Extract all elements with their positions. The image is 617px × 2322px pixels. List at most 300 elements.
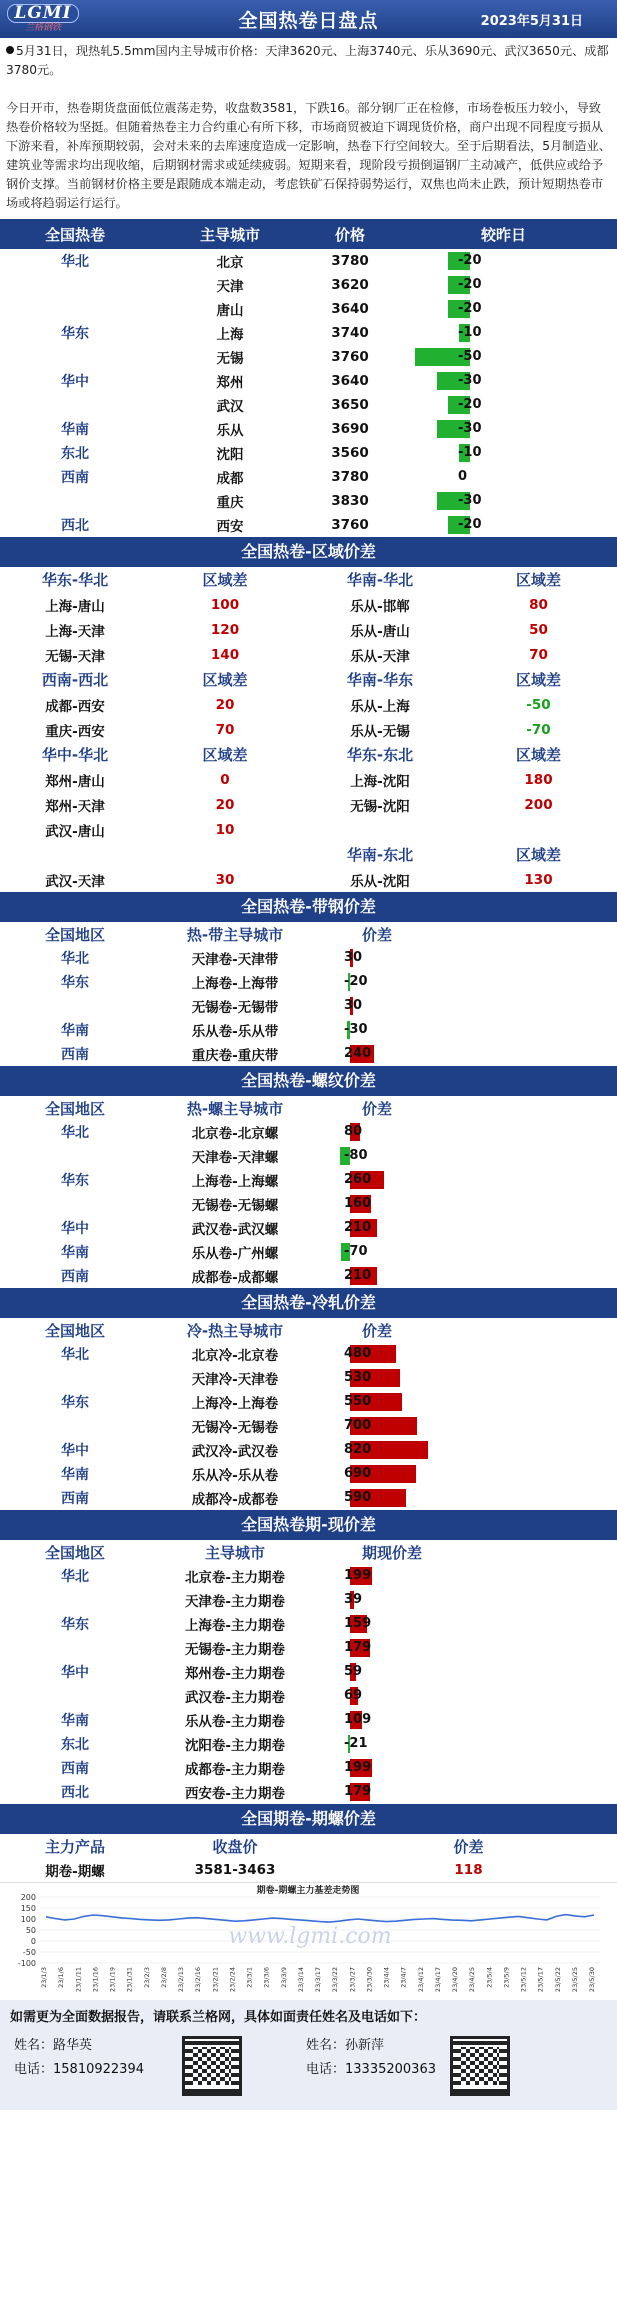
price-value: 3640 bbox=[331, 373, 369, 389]
col-pair: 主导城市 bbox=[204, 1543, 265, 1562]
y-tick-label: 100 bbox=[20, 1915, 36, 1924]
x-tick-label: 23/4/20 bbox=[451, 1967, 459, 1993]
region-label: 东北 bbox=[61, 1737, 89, 1753]
region-label: 华东 bbox=[61, 1173, 89, 1189]
logo-text: LGMI bbox=[7, 4, 78, 23]
region-label: 华南 bbox=[61, 1467, 89, 1483]
region-label: 华东 bbox=[61, 326, 89, 342]
region-label bbox=[0, 1192, 150, 1216]
pair-name: 无锡冷-无锡卷 bbox=[191, 1420, 279, 1436]
region-label bbox=[0, 297, 150, 321]
diff-value: -80 bbox=[344, 1148, 368, 1163]
left-diff: 0 bbox=[220, 771, 230, 788]
x-tick-label: 23/5/30 bbox=[588, 1967, 596, 1993]
diff-value: 159 bbox=[344, 1616, 372, 1631]
value-cell bbox=[320, 970, 617, 994]
diff-value: 179 bbox=[344, 1640, 372, 1655]
diff-value: 109 bbox=[344, 1712, 372, 1727]
value-cell bbox=[320, 1684, 617, 1708]
cold_diff-row bbox=[0, 1462, 617, 1486]
futures-rebar-header-row bbox=[0, 1834, 617, 1858]
right-pair: 乐从-唐山 bbox=[350, 623, 410, 640]
cold_diff-row bbox=[0, 1366, 617, 1390]
cold_diff-row bbox=[0, 1486, 617, 1510]
contact-name-2: 孙新萍 bbox=[345, 2038, 385, 2053]
price-row bbox=[0, 249, 617, 273]
price-row bbox=[0, 297, 617, 321]
y-tick-label: 0 bbox=[30, 1937, 36, 1946]
price-value: 3640 bbox=[331, 301, 369, 317]
region-label: 华南 bbox=[61, 1023, 89, 1039]
x-tick-label: 23/5/22 bbox=[553, 1967, 562, 1993]
price-value: 3690 bbox=[331, 421, 369, 437]
value-cell bbox=[320, 1342, 617, 1366]
strip-diff-title: 全国热卷-带钢价差 bbox=[0, 892, 617, 922]
change-value: -10 bbox=[458, 445, 482, 460]
change-value: -30 bbox=[458, 421, 482, 436]
right-pair-title: 华东-东北 bbox=[346, 746, 414, 764]
diff-value: 210 bbox=[344, 1220, 372, 1235]
x-tick-label: 23/3/17 bbox=[314, 1967, 322, 1993]
price-row bbox=[0, 441, 617, 465]
regional-diff-row bbox=[0, 792, 617, 817]
pair-name: 乐从卷-乐从带 bbox=[191, 1024, 279, 1040]
left-diff-col: 区域差 bbox=[202, 571, 248, 589]
qr-code-1 bbox=[182, 2036, 242, 2096]
diff-value: 210 bbox=[344, 1268, 372, 1283]
x-tick-label: 23/5/9 bbox=[502, 1967, 511, 1988]
diff-value: 30 bbox=[344, 950, 363, 965]
value-cell bbox=[320, 1366, 617, 1390]
right-diff-col: 区域差 bbox=[515, 846, 561, 864]
chart-watermark: www.lgmi.com bbox=[228, 1924, 392, 1949]
pair-name: 武汉卷-主力期卷 bbox=[184, 1690, 286, 1706]
region-label: 西南 bbox=[61, 1047, 89, 1063]
price-row bbox=[0, 345, 617, 369]
value-cell bbox=[320, 1588, 617, 1612]
x-tick-label: 23/3/9 bbox=[279, 1967, 288, 1988]
y-tick-label: 200 bbox=[20, 1893, 36, 1902]
x-tick-label: 23/4/4 bbox=[382, 1967, 391, 1988]
basis-chart-svg bbox=[0, 1883, 617, 2001]
futures_spot-row bbox=[0, 1564, 617, 1588]
change-cell bbox=[390, 369, 617, 393]
city-name: 无锡 bbox=[216, 351, 244, 367]
region-label bbox=[0, 1414, 150, 1438]
futures_spot-row bbox=[0, 1756, 617, 1780]
change-cell bbox=[390, 417, 617, 441]
product-name: 期卷-期螺 bbox=[45, 1864, 105, 1880]
pair-name: 北京卷-北京螺 bbox=[191, 1126, 279, 1142]
right-pair-title: 华南-华东 bbox=[346, 671, 414, 689]
x-tick-label: 23/1/3 bbox=[40, 1967, 48, 1988]
region-label: 华南 bbox=[61, 1245, 89, 1261]
left-pair: 武汉-唐山 bbox=[45, 823, 105, 840]
diff-value: -70 bbox=[344, 1244, 368, 1259]
x-tick-label: 23/2/16 bbox=[194, 1967, 203, 1993]
col-region: 全国地区 bbox=[44, 1099, 105, 1118]
value-cell bbox=[320, 1708, 617, 1732]
change-value: -20 bbox=[458, 301, 482, 316]
futures-rebar-table bbox=[0, 1834, 617, 1882]
rebar_diff-row bbox=[0, 1120, 617, 1144]
price-row bbox=[0, 489, 617, 513]
city-name: 郑州 bbox=[216, 375, 244, 391]
price-row bbox=[0, 465, 617, 489]
strip_diff-row bbox=[0, 994, 617, 1018]
x-tick-label: 23/3/30 bbox=[365, 1967, 374, 1993]
top-bar bbox=[0, 0, 617, 38]
col-value: 期现价差 bbox=[362, 1543, 423, 1562]
futures_spot-row bbox=[0, 1684, 617, 1708]
value-cell bbox=[320, 1756, 617, 1780]
pair-name: 无锡卷-无锡带 bbox=[191, 1000, 279, 1016]
strip_diff-row bbox=[0, 1042, 617, 1066]
cold_diff-row bbox=[0, 1390, 617, 1414]
diff-value: 530 bbox=[344, 1370, 372, 1385]
right-pair-title: 华南-东北 bbox=[346, 846, 414, 864]
rebar_diff-row bbox=[0, 1144, 617, 1168]
contact-1 bbox=[14, 2034, 144, 2082]
region-label bbox=[0, 1588, 150, 1612]
diff-value: 160 bbox=[344, 1196, 372, 1211]
left-pair: 郑州-天津 bbox=[45, 798, 105, 815]
right-diff: -50 bbox=[526, 696, 551, 713]
col-close: 收盘价 bbox=[212, 1837, 258, 1856]
value-cell bbox=[320, 1264, 617, 1288]
strip_diff-header-row bbox=[0, 922, 617, 946]
price-row bbox=[0, 393, 617, 417]
x-tick-label: 23/1/31 bbox=[125, 1967, 134, 1993]
col-value: 价差 bbox=[362, 1099, 393, 1118]
futures_spot-row bbox=[0, 1660, 617, 1684]
futures-spot-table bbox=[0, 1540, 617, 1804]
pair-name: 上海卷-上海带 bbox=[191, 976, 279, 992]
x-tick-label: 23/4/25 bbox=[468, 1967, 477, 1993]
city-name: 沈阳 bbox=[216, 447, 244, 463]
value-cell bbox=[320, 1486, 617, 1510]
right-pair: 乐从-邯郸 bbox=[350, 598, 410, 615]
city-name: 上海 bbox=[216, 327, 244, 343]
city-name: 西安 bbox=[216, 519, 244, 535]
diff-value: 480 bbox=[344, 1346, 372, 1361]
right-diff: 80 bbox=[529, 596, 548, 613]
region-label bbox=[0, 393, 150, 417]
x-tick-label: 23/1/6 bbox=[57, 1967, 66, 1988]
change-cell bbox=[390, 249, 617, 273]
contact-phone-1: 15810922394 bbox=[53, 2062, 144, 2077]
value-cell bbox=[320, 1612, 617, 1636]
right-pair: 乐从-沈阳 bbox=[350, 873, 410, 890]
change-value: -20 bbox=[458, 253, 482, 268]
regional-diff-row bbox=[0, 867, 617, 892]
col-pair: 热-螺主导城市 bbox=[186, 1099, 284, 1118]
pair-name: 乐从卷-主力期卷 bbox=[184, 1714, 286, 1730]
regional-diff-row bbox=[0, 642, 617, 667]
price-row bbox=[0, 417, 617, 441]
value-cell bbox=[320, 1390, 617, 1414]
value-cell bbox=[320, 1414, 617, 1438]
region-label: 西南 bbox=[61, 1269, 89, 1285]
regional-diff-row bbox=[0, 617, 617, 642]
x-tick-label: 23/1/16 bbox=[91, 1967, 100, 1993]
close-prices: 3581-3463 bbox=[194, 1862, 276, 1878]
diff-value: 700 bbox=[344, 1418, 372, 1433]
y-tick-label: -100 bbox=[17, 1959, 36, 1968]
value-cell bbox=[320, 1564, 617, 1588]
regional-diff-table bbox=[0, 567, 617, 892]
regional-diff-row bbox=[0, 592, 617, 617]
cold-diff-title: 全国热卷-冷轧价差 bbox=[0, 1288, 617, 1318]
pair-name: 天津冷-天津卷 bbox=[191, 1372, 279, 1388]
x-tick-label: 23/4/12 bbox=[416, 1967, 425, 1993]
pair-name: 天津卷-天津带 bbox=[191, 952, 279, 968]
contact-footer bbox=[0, 2000, 617, 2110]
col-pair: 冷-热主导城市 bbox=[186, 1321, 284, 1340]
change-cell bbox=[390, 441, 617, 465]
region-label: 华北 bbox=[61, 1569, 89, 1585]
page-title: 全国热卷日盘点 bbox=[238, 9, 379, 32]
diff-value: 820 bbox=[344, 1442, 372, 1457]
contact-phone-2: 13335200363 bbox=[345, 2062, 436, 2077]
right-diff: 180 bbox=[524, 771, 553, 788]
region-label bbox=[0, 994, 150, 1018]
x-tick-label: 23/5/4 bbox=[485, 1967, 494, 1988]
y-tick-label: 50 bbox=[25, 1926, 36, 1935]
left-pair: 上海-天津 bbox=[45, 623, 105, 640]
price-value: 3620 bbox=[331, 277, 369, 293]
value-cell bbox=[320, 1240, 617, 1264]
city-name: 天津 bbox=[216, 279, 244, 295]
chart-title: 期卷-期螺主力基差走势图 bbox=[256, 1886, 360, 1896]
regional-diff-row bbox=[0, 767, 617, 792]
diff-value: 179 bbox=[344, 1784, 372, 1799]
futures_spot-header-row bbox=[0, 1540, 617, 1564]
market-commentary bbox=[0, 38, 617, 219]
futures_spot-row bbox=[0, 1588, 617, 1612]
col-region: 全国地区 bbox=[44, 925, 105, 944]
diff-value: 550 bbox=[344, 1394, 372, 1409]
change-value: -20 bbox=[458, 397, 482, 412]
price-row bbox=[0, 513, 617, 537]
strip_diff-row bbox=[0, 1018, 617, 1042]
regional-diff-title: 全国热卷-区域价差 bbox=[0, 537, 617, 567]
value-cell bbox=[320, 1462, 617, 1486]
price-value: 3760 bbox=[331, 517, 369, 533]
rebar_diff-header-row bbox=[0, 1096, 617, 1120]
cold-diff-table bbox=[0, 1318, 617, 1510]
region-label bbox=[0, 1144, 150, 1168]
rebar_diff-row bbox=[0, 1192, 617, 1216]
city-name: 成都 bbox=[216, 471, 244, 487]
change-value: -30 bbox=[458, 493, 482, 508]
pair-name: 上海卷-主力期卷 bbox=[184, 1618, 286, 1634]
value-cell bbox=[320, 1168, 617, 1192]
pair-name: 乐从冷-乐从卷 bbox=[191, 1468, 279, 1484]
change-cell bbox=[390, 465, 617, 489]
value-cell bbox=[320, 1636, 617, 1660]
left-pair-title: 西南-西北 bbox=[41, 671, 109, 689]
region-label: 华南 bbox=[61, 1713, 89, 1729]
col-value: 价差 bbox=[362, 1321, 393, 1340]
futures_spot-row bbox=[0, 1780, 617, 1804]
strip-diff-table bbox=[0, 922, 617, 1066]
left-diff: 140 bbox=[210, 646, 240, 663]
summary-paragraph bbox=[6, 42, 611, 80]
contact-2 bbox=[306, 2034, 436, 2082]
basis-line bbox=[46, 1915, 594, 1923]
pair-name: 成都卷-成都螺 bbox=[191, 1270, 279, 1286]
diff-value: 80 bbox=[344, 1124, 363, 1139]
value-cell bbox=[320, 1732, 617, 1756]
x-tick-label: 23/3/27 bbox=[348, 1967, 357, 1993]
city-name: 北京 bbox=[216, 255, 244, 271]
diff-value: 199 bbox=[344, 1568, 372, 1583]
price-value: 3560 bbox=[331, 445, 369, 461]
price-table bbox=[0, 249, 617, 537]
right-pair: 上海-沈阳 bbox=[350, 773, 410, 790]
x-tick-label: 23/3/22 bbox=[331, 1967, 340, 1993]
city-name: 乐从 bbox=[216, 423, 244, 439]
region-label bbox=[0, 345, 150, 369]
pair-name: 武汉卷-武汉螺 bbox=[191, 1222, 279, 1238]
region-label: 华北 bbox=[61, 1125, 89, 1141]
right-pair bbox=[300, 817, 460, 842]
col-pair: 热-带主导城市 bbox=[186, 925, 284, 944]
col-region: 全国热卷 bbox=[44, 225, 105, 244]
region-label: 华中 bbox=[61, 1665, 89, 1681]
x-tick-label: 23/2/21 bbox=[211, 1967, 220, 1993]
name-label: 姓名： bbox=[14, 2038, 54, 2053]
left-pair-title: 华中-华北 bbox=[41, 746, 109, 764]
x-tick-label: 23/3/6 bbox=[262, 1967, 271, 1988]
price-value: 3650 bbox=[331, 397, 369, 413]
analysis-paragraph: 今日开市，热卷期货盘面低位震荡走势，收盘数3581，下跌16。部分钢厂正在检修，市场卷板压力较小，导致热卷价格较为坚挺。但随着热卷主力合约重心有所下移，市场商贸被迫下调现货价格，商户出现不同程度亏损从下游来看，补库预期较弱，会对未来的去库速度造成一定影响，热卷下行空间较大。至于后期看法，5月制造业、建筑业等需求均出现收缩，后期钢材需求或延续疲弱。短期来看，现阶段亏损倒逼钢厂主动减产，低供应或给予钢价支撑。当前钢材价格主要是跟随成本端走动，考虑铁矿石保持弱势运行，双焦也尚未止跌，预计短期热卷市场或将趋弱运行运行。 bbox=[6, 101, 611, 210]
diff-value: 59 bbox=[344, 1664, 363, 1679]
region-label bbox=[0, 1636, 150, 1660]
report-date: 2023年5月31日 bbox=[480, 13, 583, 29]
city-name: 唐山 bbox=[216, 303, 244, 319]
left-diff: 70 bbox=[215, 721, 235, 738]
futures_spot-row bbox=[0, 1636, 617, 1660]
region-label: 东北 bbox=[61, 446, 89, 462]
rebar_diff-row bbox=[0, 1240, 617, 1264]
diff-value: 240 bbox=[344, 1046, 372, 1061]
left-pair: 郑州-唐山 bbox=[45, 773, 105, 790]
price-table-header bbox=[0, 219, 617, 249]
col-price: 价格 bbox=[334, 225, 365, 244]
pair-name: 无锡卷-无锡螺 bbox=[191, 1198, 279, 1214]
diff-value: -30 bbox=[344, 1022, 368, 1037]
left-diff-col bbox=[150, 842, 300, 867]
price-value: 3760 bbox=[331, 349, 369, 365]
region-label: 华南 bbox=[61, 422, 89, 438]
pair-name: 西安卷-主力期卷 bbox=[184, 1786, 286, 1802]
left-diff-col: 区域差 bbox=[202, 746, 248, 764]
right-pair: 无锡-沈阳 bbox=[350, 798, 410, 815]
futures_spot-row bbox=[0, 1732, 617, 1756]
value-cell bbox=[320, 1216, 617, 1240]
change-cell bbox=[390, 489, 617, 513]
col-change: 较昨日 bbox=[480, 225, 526, 244]
right-diff: -70 bbox=[526, 721, 551, 738]
left-diff: 10 bbox=[215, 821, 235, 838]
pair-name: 重庆卷-重庆带 bbox=[191, 1048, 279, 1064]
x-tick-label: 23/2/8 bbox=[159, 1967, 168, 1988]
x-tick-label: 23/4/17 bbox=[433, 1967, 442, 1993]
cold_diff-row bbox=[0, 1438, 617, 1462]
futures_spot-row bbox=[0, 1612, 617, 1636]
change-cell bbox=[390, 393, 617, 417]
price-row bbox=[0, 273, 617, 297]
value-cell bbox=[320, 994, 617, 1018]
city-name: 重庆 bbox=[216, 495, 244, 511]
pair-name: 北京冷-北京卷 bbox=[191, 1348, 279, 1364]
value-cell bbox=[320, 1018, 617, 1042]
change-value: -10 bbox=[458, 325, 482, 340]
region-label: 华北 bbox=[61, 951, 89, 967]
futures-rebar-row bbox=[0, 1858, 617, 1882]
pair-name: 天津卷-天津螺 bbox=[191, 1150, 279, 1166]
value-cell bbox=[320, 1660, 617, 1684]
x-tick-label: 23/4/7 bbox=[399, 1967, 408, 1988]
x-tick-label: 23/1/19 bbox=[108, 1967, 117, 1993]
right-pair: 乐从-天津 bbox=[350, 648, 410, 665]
region-label: 西南 bbox=[61, 470, 89, 486]
region-label: 华东 bbox=[61, 1617, 89, 1633]
rebar-diff-table bbox=[0, 1096, 617, 1288]
value-cell bbox=[320, 946, 617, 970]
cold_diff-row bbox=[0, 1414, 617, 1438]
change-cell bbox=[390, 297, 617, 321]
x-tick-label: 23/3/1 bbox=[245, 1967, 254, 1988]
pair-name: 乐从卷-广州螺 bbox=[191, 1246, 279, 1262]
futures-rebar-title: 全国期卷-期螺价差 bbox=[0, 1804, 617, 1834]
value-cell bbox=[320, 1120, 617, 1144]
left-diff: 20 bbox=[215, 796, 235, 813]
x-tick-label: 23/2/13 bbox=[177, 1967, 185, 1993]
left-pair: 成都-西安 bbox=[45, 698, 105, 715]
right-diff-col: 区域差 bbox=[515, 671, 561, 689]
diff-value: 690 bbox=[344, 1466, 372, 1481]
price-value: 3780 bbox=[331, 253, 369, 269]
x-tick-label: 23/5/12 bbox=[519, 1967, 528, 1993]
basis-trend-chart bbox=[0, 1882, 617, 2000]
price-row bbox=[0, 321, 617, 345]
right-diff: 50 bbox=[529, 621, 548, 638]
right-diff: 70 bbox=[529, 646, 548, 663]
change-value: -20 bbox=[458, 517, 482, 532]
left-pair: 无锡-天津 bbox=[45, 648, 105, 665]
rebar_diff-row bbox=[0, 1264, 617, 1288]
col-region: 全国地区 bbox=[44, 1543, 105, 1562]
right-pair-title: 华南-华北 bbox=[346, 571, 414, 589]
left-diff-col: 区域差 bbox=[202, 671, 248, 689]
phone-label: 电话： bbox=[14, 2062, 54, 2077]
left-pair: 上海-唐山 bbox=[45, 598, 105, 615]
diff-value: -20 bbox=[344, 974, 368, 989]
change-cell bbox=[390, 321, 617, 345]
pair-name: 北京卷-主力期卷 bbox=[184, 1570, 286, 1586]
bullet-icon bbox=[6, 46, 14, 54]
regional-diff-row bbox=[0, 717, 617, 742]
x-tick-label: 23/5/17 bbox=[536, 1967, 545, 1993]
region-label: 华北 bbox=[61, 1347, 89, 1363]
strip_diff-row bbox=[0, 946, 617, 970]
x-tick-label: 23/2/3 bbox=[142, 1967, 151, 1988]
region-label: 西南 bbox=[61, 1761, 89, 1777]
x-tick-label: 23/5/25 bbox=[570, 1967, 579, 1993]
